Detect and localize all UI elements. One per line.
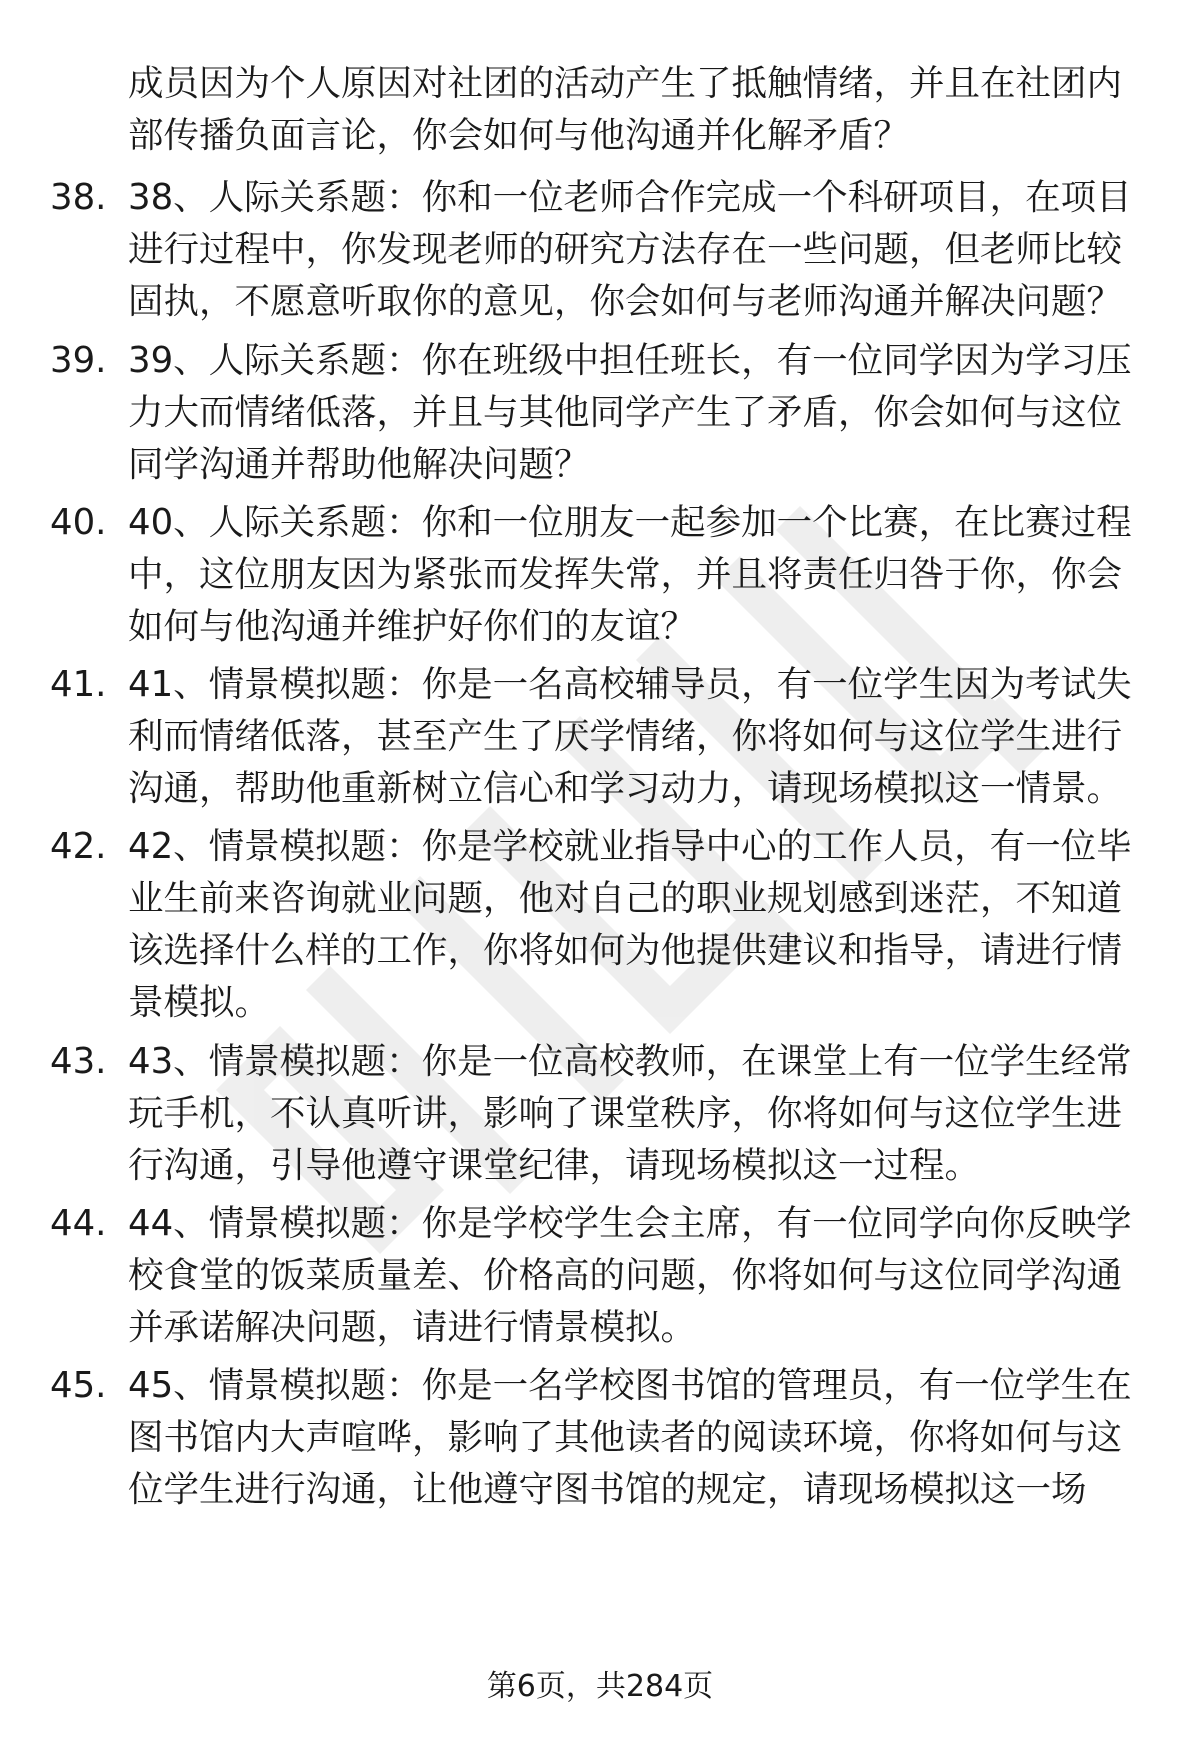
- item-number: 45.: [50, 1365, 107, 1406]
- item-text: 41、情景模拟题：你是一名高校辅导员，有一位学生因为考试失利而情绪低落，甚至产生了厌学情绪，你将如何与这位学生进行沟通，帮助他重新树立信心和学习动力，请现场模拟这一情景。: [128, 664, 1132, 809]
- page-number-footer: 第6页，共284页: [486, 1669, 714, 1704]
- item-text: 38、人际关系题：你和一位老师合作完成一个科研项目，在项目进行过程中，你发现老师的研究方法存在一些问题，但老师比较固执，不愿意听取你的意见，你会如何与老师沟通并解决问题？: [128, 177, 1132, 322]
- item-number: 38.: [50, 177, 107, 218]
- item-text: 40、人际关系题：你和一位朋友一起参加一个比赛，在比赛过程中，这位朋友因为紧张而发挥失常，并且将责任归咎于你，你会如何与他沟通并维护好你们的友谊？: [128, 502, 1132, 647]
- continued-question-text: 成员因为个人原因对社团的活动产生了抵触情绪，并且在社团内部传播负面言论，你会如何与他沟通并化解矛盾？: [128, 63, 1123, 156]
- item-number: 43.: [50, 1041, 107, 1082]
- item-text: 45、情景模拟题：你是一名学校图书馆的管理员，有一位学生在图书馆内大声喧哗，影响了其他读者的阅读环境，你将如何与这位学生进行沟通，让他遵守图书馆的规定，请现场模拟这一场: [128, 1365, 1132, 1510]
- item-text: 44、情景模拟题：你是学校学生会主席，有一位同学向你反映学校食堂的饭菜质量差、价格高的问题，你将如何与这位同学沟通并承诺解决问题，请进行情景模拟。: [128, 1203, 1132, 1348]
- item-number: 44.: [50, 1203, 107, 1244]
- item-text: 39、人际关系题：你在班级中担任班长，有一位同学因为学习压力大而情绪低落，并且与其他同学产生了矛盾，你会如何与这位同学沟通并帮助他解决问题？: [128, 340, 1132, 485]
- item-number: 40.: [50, 502, 107, 543]
- item-number: 42.: [50, 826, 107, 867]
- item-number: 39.: [50, 340, 107, 381]
- item-text: 42、情景模拟题：你是学校就业指导中心的工作人员，有一位毕业生前来咨询就业问题，他对自己的职业规划感到迷茫，不知道该选择什么样的工作，你将如何为他提供建议和指导，请进行情景模拟。: [128, 826, 1132, 1023]
- item-number: 41.: [50, 664, 107, 705]
- item-text: 43、情景模拟题：你是一位高校教师，在课堂上有一位学生经常玩手机，不认真听讲，影响了课堂秩序，你将如何与这位学生进行沟通，引导他遵守课堂纪律，请现场模拟这一过程。: [128, 1041, 1132, 1186]
